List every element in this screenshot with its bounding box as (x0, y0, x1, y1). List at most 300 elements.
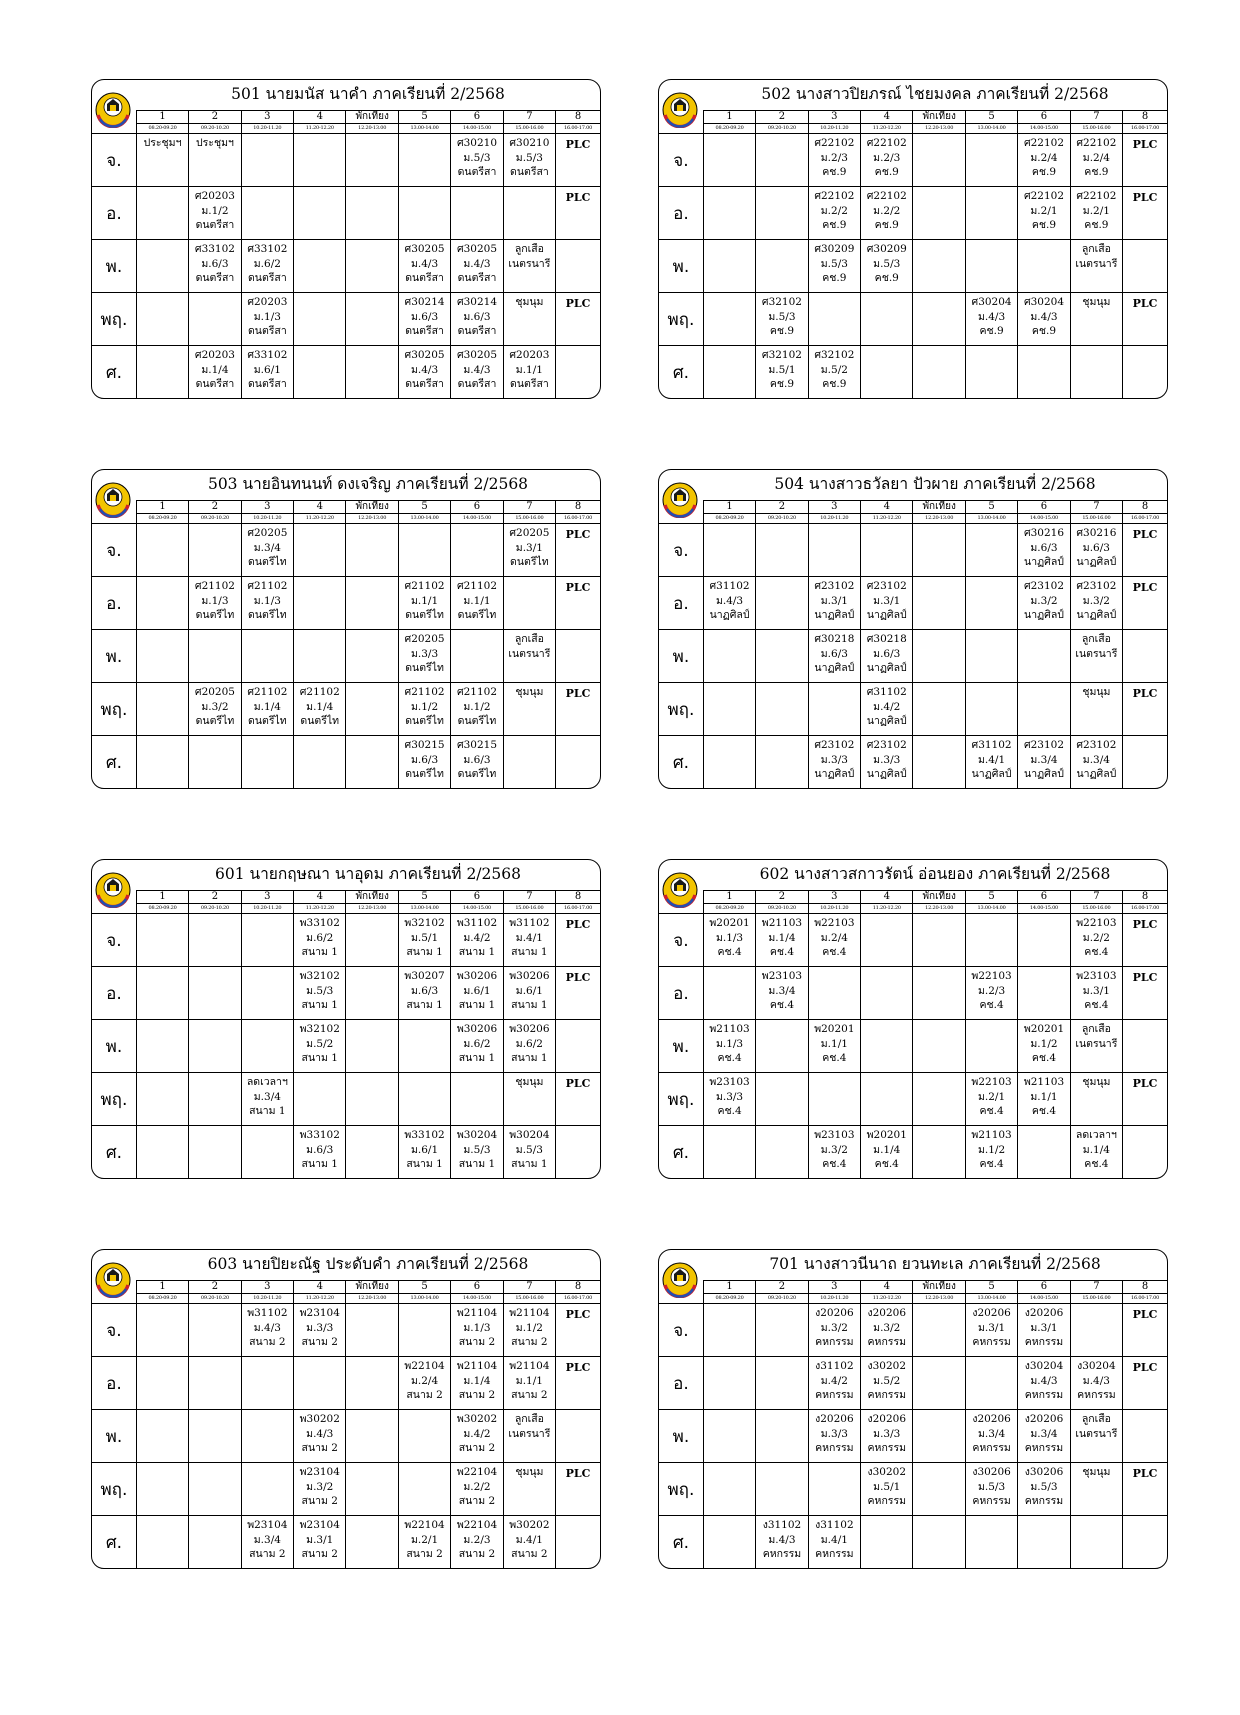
cell-course: ศ30204 (1023, 296, 1065, 308)
cell-course: ศ22102 (814, 137, 855, 149)
cell-course: ศ30218 (866, 633, 907, 645)
period-time: 14.00-15.00 (1018, 1294, 1070, 1304)
schedule-cell (241, 524, 293, 577)
cell-line: ม.6/1 (515, 984, 543, 997)
schedule-cell (1123, 1126, 1167, 1179)
schedule-cell (913, 1463, 965, 1516)
schedule-cell (556, 134, 600, 187)
schedule-cell (294, 1126, 346, 1179)
schedule-cell (398, 187, 450, 240)
schedule-cell (913, 346, 965, 399)
cell-line: คช.4 (874, 1158, 899, 1170)
day-row (659, 1463, 1167, 1516)
period-time: 15.00-16.00 (1070, 904, 1122, 914)
cell-line: ม.3/4 (253, 1533, 281, 1546)
period-time: 12.20-13.00 (913, 1294, 965, 1304)
schedule-cell (294, 683, 346, 736)
school-logo (661, 861, 699, 919)
day-label: พฤ. (92, 1073, 136, 1126)
cell-course: ศ20203 (247, 296, 288, 308)
schedule-cell (136, 1073, 188, 1126)
cell-line: สนาม 2 (458, 1336, 496, 1348)
schedule-cell (861, 134, 913, 187)
schedule-cell (451, 524, 503, 577)
day-label: พฤ. (659, 683, 703, 736)
schedule-cell (1018, 187, 1070, 240)
day-row (92, 1304, 600, 1357)
cell-line: นาฏศิลป์ (814, 609, 855, 621)
cell-line: ม.6/1 (253, 363, 281, 376)
cell-course: ศ22102 (866, 190, 907, 202)
cell-line: ม.6/3 (410, 984, 439, 997)
schedule-cell (398, 736, 450, 789)
period-time: 12.20-13.00 (913, 904, 965, 914)
period-time: 08.20-09.20 (136, 904, 188, 914)
cell-line: ม.3/1 (1030, 1321, 1058, 1334)
period-time: 14.00-15.00 (1018, 514, 1070, 524)
cell-line: ม.6/3 (463, 753, 491, 766)
period-number: 5 (398, 1281, 450, 1294)
cell-line: สนาม 1 (301, 946, 338, 958)
cell-line: ม.5/3 (306, 984, 334, 997)
period-number: 5 (965, 891, 1017, 904)
cell-line: นาฏศิลป์ (866, 715, 907, 727)
cell-line: ดนตรีไท (405, 715, 444, 727)
cell-line: ม.1/3 (715, 931, 744, 944)
cell-line: คช.9 (822, 378, 847, 390)
schedule-cell (398, 524, 450, 577)
period-time: 08.20-09.20 (703, 514, 755, 524)
schedule-cell (451, 1357, 503, 1410)
period-time: 10.20-11.20 (241, 124, 293, 134)
schedule-cell (556, 1020, 600, 1073)
cell-course: ศ30214 (456, 296, 498, 308)
cell-line: ม.5/1 (873, 1480, 901, 1493)
cell-line: ม.1/3 (201, 594, 229, 607)
period-number: 6 (1018, 111, 1070, 124)
cell-course: ศ30209 (814, 243, 855, 255)
period-number: 2 (189, 501, 241, 514)
cell-line: สนาม 2 (301, 1336, 338, 1348)
schedule-cell (451, 1126, 503, 1179)
schedule-cell (703, 914, 755, 967)
cell-line: คหกรรม (972, 1336, 1011, 1348)
cell-line: สนาม 1 (458, 1052, 496, 1064)
cell-line: ม.3/2 (306, 1480, 334, 1493)
cell-line: ม.6/1 (410, 1143, 439, 1156)
schedule-cell (703, 1516, 755, 1569)
schedule-title: 602 นางสาวสกาวรัตน์ อ่อนยอง ภาคเรียนที่ 2/2568 (759, 865, 1111, 883)
schedule-header (659, 80, 1167, 110)
cell-line: คช.9 (1031, 325, 1057, 337)
cell-line: ดนตรีไท (248, 715, 287, 727)
schedule-cell (861, 1410, 913, 1463)
schedule-cell (861, 683, 913, 736)
cell-line: ม.5/1 (768, 363, 796, 376)
cell-course: ศ20203 (194, 349, 235, 361)
schedule-cell (1070, 240, 1122, 293)
schedule-cell (1070, 1516, 1122, 1569)
cell-line: ม.5/3 (463, 1143, 491, 1156)
cell-course: ชุมนุม (1082, 1466, 1111, 1478)
day-row (659, 914, 1167, 967)
schedule-cell (913, 1304, 965, 1357)
schedule-cell (703, 683, 755, 736)
cell-line: ม.3/4 (977, 1427, 1006, 1440)
cell-course: ลูกเสือ (514, 633, 544, 645)
cell-course: ศ30210 (456, 137, 498, 149)
cell-line: คหกรรม (867, 1336, 907, 1348)
schedule-cell (1018, 293, 1070, 346)
schedule-cell (965, 736, 1017, 789)
period-number: 5 (398, 501, 450, 514)
schedule-cell (189, 1304, 241, 1357)
schedule-cell (703, 1463, 755, 1516)
schedule-cell (1123, 524, 1167, 577)
cell-course: ศ22102 (1023, 137, 1065, 149)
cell-line: คช.4 (769, 946, 795, 958)
schedule-cell (1018, 1020, 1070, 1073)
period-number-row (92, 501, 600, 514)
schedule-cell (346, 630, 398, 683)
period-time: 10.20-11.20 (808, 904, 860, 914)
cell-course: พ21104 (509, 1360, 550, 1372)
cell-line: ม.2/4 (410, 1374, 439, 1387)
schedule-cell (861, 1304, 913, 1357)
cell-line: นาฏศิลป์ (866, 609, 907, 621)
schedule-cell (346, 967, 398, 1020)
period-time: 09.20-10.20 (756, 124, 808, 134)
cell-line: นาฏศิลป์ (814, 662, 855, 674)
plc-label: PLC (565, 528, 591, 541)
schedule-cell (756, 187, 808, 240)
schedule-cell (241, 736, 293, 789)
schedule-cell (398, 630, 450, 683)
schedule-cell (965, 1357, 1017, 1410)
period-time: 15.00-16.00 (1070, 1294, 1122, 1304)
cell-course: ศ33102 (194, 243, 235, 255)
schedule-cell (861, 1516, 913, 1569)
schedule-cell (503, 1357, 555, 1410)
schedule-cell (451, 134, 503, 187)
cell-line: คหกรรม (867, 1389, 907, 1401)
schedule-cell (1123, 577, 1167, 630)
cell-line: สนาม 2 (301, 1442, 338, 1454)
cell-line: สนาม 1 (511, 1158, 548, 1170)
cell-line: คช.9 (874, 166, 899, 178)
cell-course: ง30206 (1024, 1466, 1064, 1478)
period-time: 11.20-12.20 (294, 124, 346, 134)
period-number: 6 (451, 111, 503, 124)
cell-line: ดนตรีไท (457, 715, 497, 727)
schedule-cell (189, 240, 241, 293)
schedule-cell (703, 524, 755, 577)
period-number-row (92, 1281, 600, 1294)
period-number-row (659, 501, 1167, 514)
day-label: อ. (92, 187, 136, 240)
period-number-row (659, 1281, 1167, 1294)
cell-line: ม.2/4 (1082, 151, 1110, 164)
day-row (92, 683, 600, 736)
cell-line: นาฏศิลป์ (971, 768, 1012, 780)
cell-course: พ31102 (247, 1307, 288, 1319)
schedule-cell (503, 1126, 555, 1179)
day-label: อ. (659, 577, 703, 630)
day-row (659, 683, 1167, 736)
schedule-cell (965, 524, 1017, 577)
schedule-table (659, 110, 1167, 398)
period-time: 13.00-14.00 (965, 124, 1017, 134)
schedule-card (658, 1249, 1168, 1569)
schedule-cell (294, 187, 346, 240)
schedule-cell (1123, 1357, 1167, 1410)
schedule-title: 601 นายกฤษณา นาอุดม ภาคเรียนที่ 2/2568 (215, 865, 521, 883)
schedule-cell (241, 134, 293, 187)
cell-line: สนาม 2 (406, 1548, 443, 1560)
schedule-cell (241, 1410, 293, 1463)
school-emblem-icon (662, 92, 698, 128)
schedule-cell (556, 1073, 600, 1126)
schedule-card (658, 79, 1168, 399)
cell-line: ม.6/3 (410, 753, 439, 766)
period-time: 09.20-10.20 (189, 1294, 241, 1304)
day-label: อ. (659, 187, 703, 240)
cell-line: นาฏศิลป์ (866, 662, 907, 674)
schedule-cell (913, 1073, 965, 1126)
schedule-cell (861, 630, 913, 683)
day-label: ศ. (659, 1516, 703, 1569)
period-number: 3 (241, 111, 293, 124)
day-label: พฤ. (92, 1463, 136, 1516)
cell-course: พ22103 (1076, 917, 1117, 929)
period-number: 3 (808, 1281, 860, 1294)
cell-line: ม.2/2 (1082, 931, 1110, 944)
cell-line: คช.4 (1031, 1052, 1057, 1064)
day-row (92, 914, 600, 967)
day-row (659, 524, 1167, 577)
cell-line: คช.9 (874, 272, 899, 284)
school-logo (661, 1251, 699, 1309)
schedule-cell (808, 1020, 860, 1073)
cell-line: เนตรนารี (1075, 647, 1118, 660)
cell-course: ศ31102 (866, 686, 907, 698)
cell-line: ม.6/3 (1030, 541, 1058, 554)
cell-line: ม.1/1 (463, 594, 491, 607)
schedule-title: 501 นายมนัส นาคำ ภาคเรียนที่ 2/2568 (231, 85, 505, 103)
schedule-cell (189, 914, 241, 967)
cell-line: สนาม 1 (458, 946, 496, 958)
cell-line: คหกรรม (815, 1548, 854, 1560)
day-row (92, 240, 600, 293)
schedule-cell (241, 630, 293, 683)
cell-course: พ20201 (866, 1129, 907, 1141)
period-number: 4 (294, 111, 346, 124)
period-number: พักเที่ยง (346, 891, 398, 904)
cell-line: ม.3/1 (977, 1321, 1006, 1334)
schedule-cell (808, 240, 860, 293)
cell-line: คช.9 (1084, 219, 1109, 231)
schedule-cell (241, 187, 293, 240)
cell-course: ศ30218 (814, 633, 855, 645)
schedule-cell (1070, 1020, 1122, 1073)
cell-course: ศ21102 (404, 686, 445, 698)
schedule-cell (451, 683, 503, 736)
cell-line: ม.6/1 (463, 984, 491, 997)
schedule-cell (756, 524, 808, 577)
cell-course: ศ30215 (456, 739, 498, 751)
schedule-cell (346, 346, 398, 399)
schedule-cell (965, 1463, 1017, 1516)
period-time-row (92, 124, 600, 134)
day-row (659, 630, 1167, 683)
cell-line: คหกรรม (762, 1548, 802, 1560)
schedule-cell (398, 1073, 450, 1126)
period-number: 7 (503, 111, 555, 124)
day-row (92, 967, 600, 1020)
schedule-cell (808, 1410, 860, 1463)
period-time: 13.00-14.00 (965, 904, 1017, 914)
cell-course: ศ30205 (404, 243, 445, 255)
cell-line: ม.3/3 (410, 647, 439, 660)
period-number-row (92, 891, 600, 904)
school-logo (94, 471, 132, 529)
schedule-cell (451, 240, 503, 293)
schedule-cell (294, 577, 346, 630)
plc-label: PLC (1132, 918, 1158, 931)
cell-line: ม.1/4 (253, 700, 281, 713)
cell-line: คช.4 (717, 1105, 742, 1117)
schedule-cell (861, 1357, 913, 1410)
cell-line: ดนตรีไท (195, 609, 235, 621)
cell-line: ดนตรีไท (405, 662, 444, 674)
day-label: จ. (659, 524, 703, 577)
cell-course: ศ23102 (814, 739, 855, 751)
period-number-row (659, 111, 1167, 124)
cell-course: พ31102 (456, 917, 498, 929)
cell-course: พ22103 (971, 970, 1012, 982)
day-label: ศ. (659, 346, 703, 399)
schedule-cell (861, 524, 913, 577)
cell-course: พ31102 (509, 917, 550, 929)
cell-course: ศ20205 (509, 527, 550, 539)
cell-course: ศ21102 (456, 580, 498, 592)
cell-course: ศ32102 (814, 349, 855, 361)
period-number: 3 (808, 891, 860, 904)
cell-course: ศ32102 (761, 296, 802, 308)
schedule-cell (556, 1304, 600, 1357)
schedule-cell (241, 346, 293, 399)
plc-label: PLC (1132, 1308, 1158, 1321)
day-label: พฤ. (659, 293, 703, 346)
cell-course: ศ21102 (456, 686, 498, 698)
schedule-cell (808, 1126, 860, 1179)
cell-course: ง20206 (972, 1307, 1011, 1319)
cell-line: คช.4 (979, 1105, 1004, 1117)
cell-line: ม.6/2 (463, 1037, 491, 1050)
day-row (92, 1410, 600, 1463)
period-time: 09.20-10.20 (189, 904, 241, 914)
period-number: 8 (556, 891, 600, 904)
cell-line: ม.3/1 (515, 541, 543, 554)
period-number: 5 (398, 111, 450, 124)
schedule-cell (556, 346, 600, 399)
schedule-cell (346, 683, 398, 736)
schedule-cell (189, 346, 241, 399)
cell-line: ม.1/4 (768, 931, 796, 944)
schedule-cell (136, 1516, 188, 1569)
cell-course: พ33102 (299, 917, 340, 929)
cell-line: คหกรรม (867, 1495, 907, 1507)
school-emblem-icon (662, 1262, 698, 1298)
cell-line: ม.2/2 (873, 204, 901, 217)
period-number: 7 (503, 1281, 555, 1294)
cell-line: ม.4/1 (820, 1533, 848, 1546)
schedule-cell (1070, 1126, 1122, 1179)
schedule-cell (1123, 1304, 1167, 1357)
schedule-title: 701 นางสาวนีนาถ ยวนทะเล ภาคเรียนที่ 2/2568 (769, 1255, 1101, 1273)
schedule-cell (1070, 134, 1122, 187)
cell-line: ม.1/2 (463, 700, 491, 713)
schedule-cell (913, 630, 965, 683)
period-time: 08.20-09.20 (136, 514, 188, 524)
schedule-cell (756, 1126, 808, 1179)
schedule-cell (1018, 1126, 1070, 1179)
cell-line: สนาม 1 (301, 1158, 338, 1170)
period-time: 16.00-17.00 (1123, 124, 1167, 134)
period-time: 13.00-14.00 (398, 1294, 450, 1304)
schedule-cell (861, 967, 913, 1020)
period-number-row (92, 111, 600, 124)
cell-line: ดนตรีสา (510, 378, 549, 390)
cell-course: พ23103 (761, 970, 803, 982)
schedule-cell (398, 967, 450, 1020)
schedule-cell (1070, 1073, 1122, 1126)
cell-line: ม.2/3 (873, 151, 901, 164)
schedule-cell (136, 914, 188, 967)
day-label: ศ. (92, 1126, 136, 1179)
plc-label: PLC (1132, 1361, 1158, 1374)
schedule-cell (913, 1357, 965, 1410)
period-time: 08.20-09.20 (703, 1294, 755, 1304)
schedule-table (659, 500, 1167, 788)
cell-line: ม.6/3 (820, 647, 848, 660)
schedule-cell (1123, 134, 1167, 187)
schedule-cell (808, 524, 860, 577)
cell-line: ม.5/3 (515, 1143, 543, 1156)
schedule-cell (136, 1463, 188, 1516)
cell-line: ม.3/3 (306, 1321, 334, 1334)
schedule-cell (241, 1073, 293, 1126)
day-row (659, 134, 1167, 187)
cell-course: ง20206 (815, 1307, 854, 1319)
cell-course: ง31102 (815, 1360, 854, 1372)
cell-course: พ32102 (299, 1023, 340, 1035)
cell-line: นาฏศิลป์ (1076, 609, 1117, 621)
schedule-cell (136, 1304, 188, 1357)
period-number: 1 (703, 891, 755, 904)
schedule-cell (189, 1516, 241, 1569)
schedule-title: 502 นางสาวปิยภรณ์ ไชยมงคล ภาคเรียนที่ 2/2568 (761, 85, 1109, 103)
period-time: 16.00-17.00 (556, 904, 600, 914)
period-number: 8 (1123, 1281, 1167, 1294)
schedule-cell (556, 187, 600, 240)
day-label: จ. (92, 1304, 136, 1357)
cell-line: ม.6/3 (410, 310, 439, 323)
cell-line: ม.3/3 (820, 1427, 848, 1440)
cell-course: พ21103 (709, 1023, 750, 1035)
period-time: 13.00-14.00 (398, 514, 450, 524)
schedule-cell (965, 346, 1017, 399)
